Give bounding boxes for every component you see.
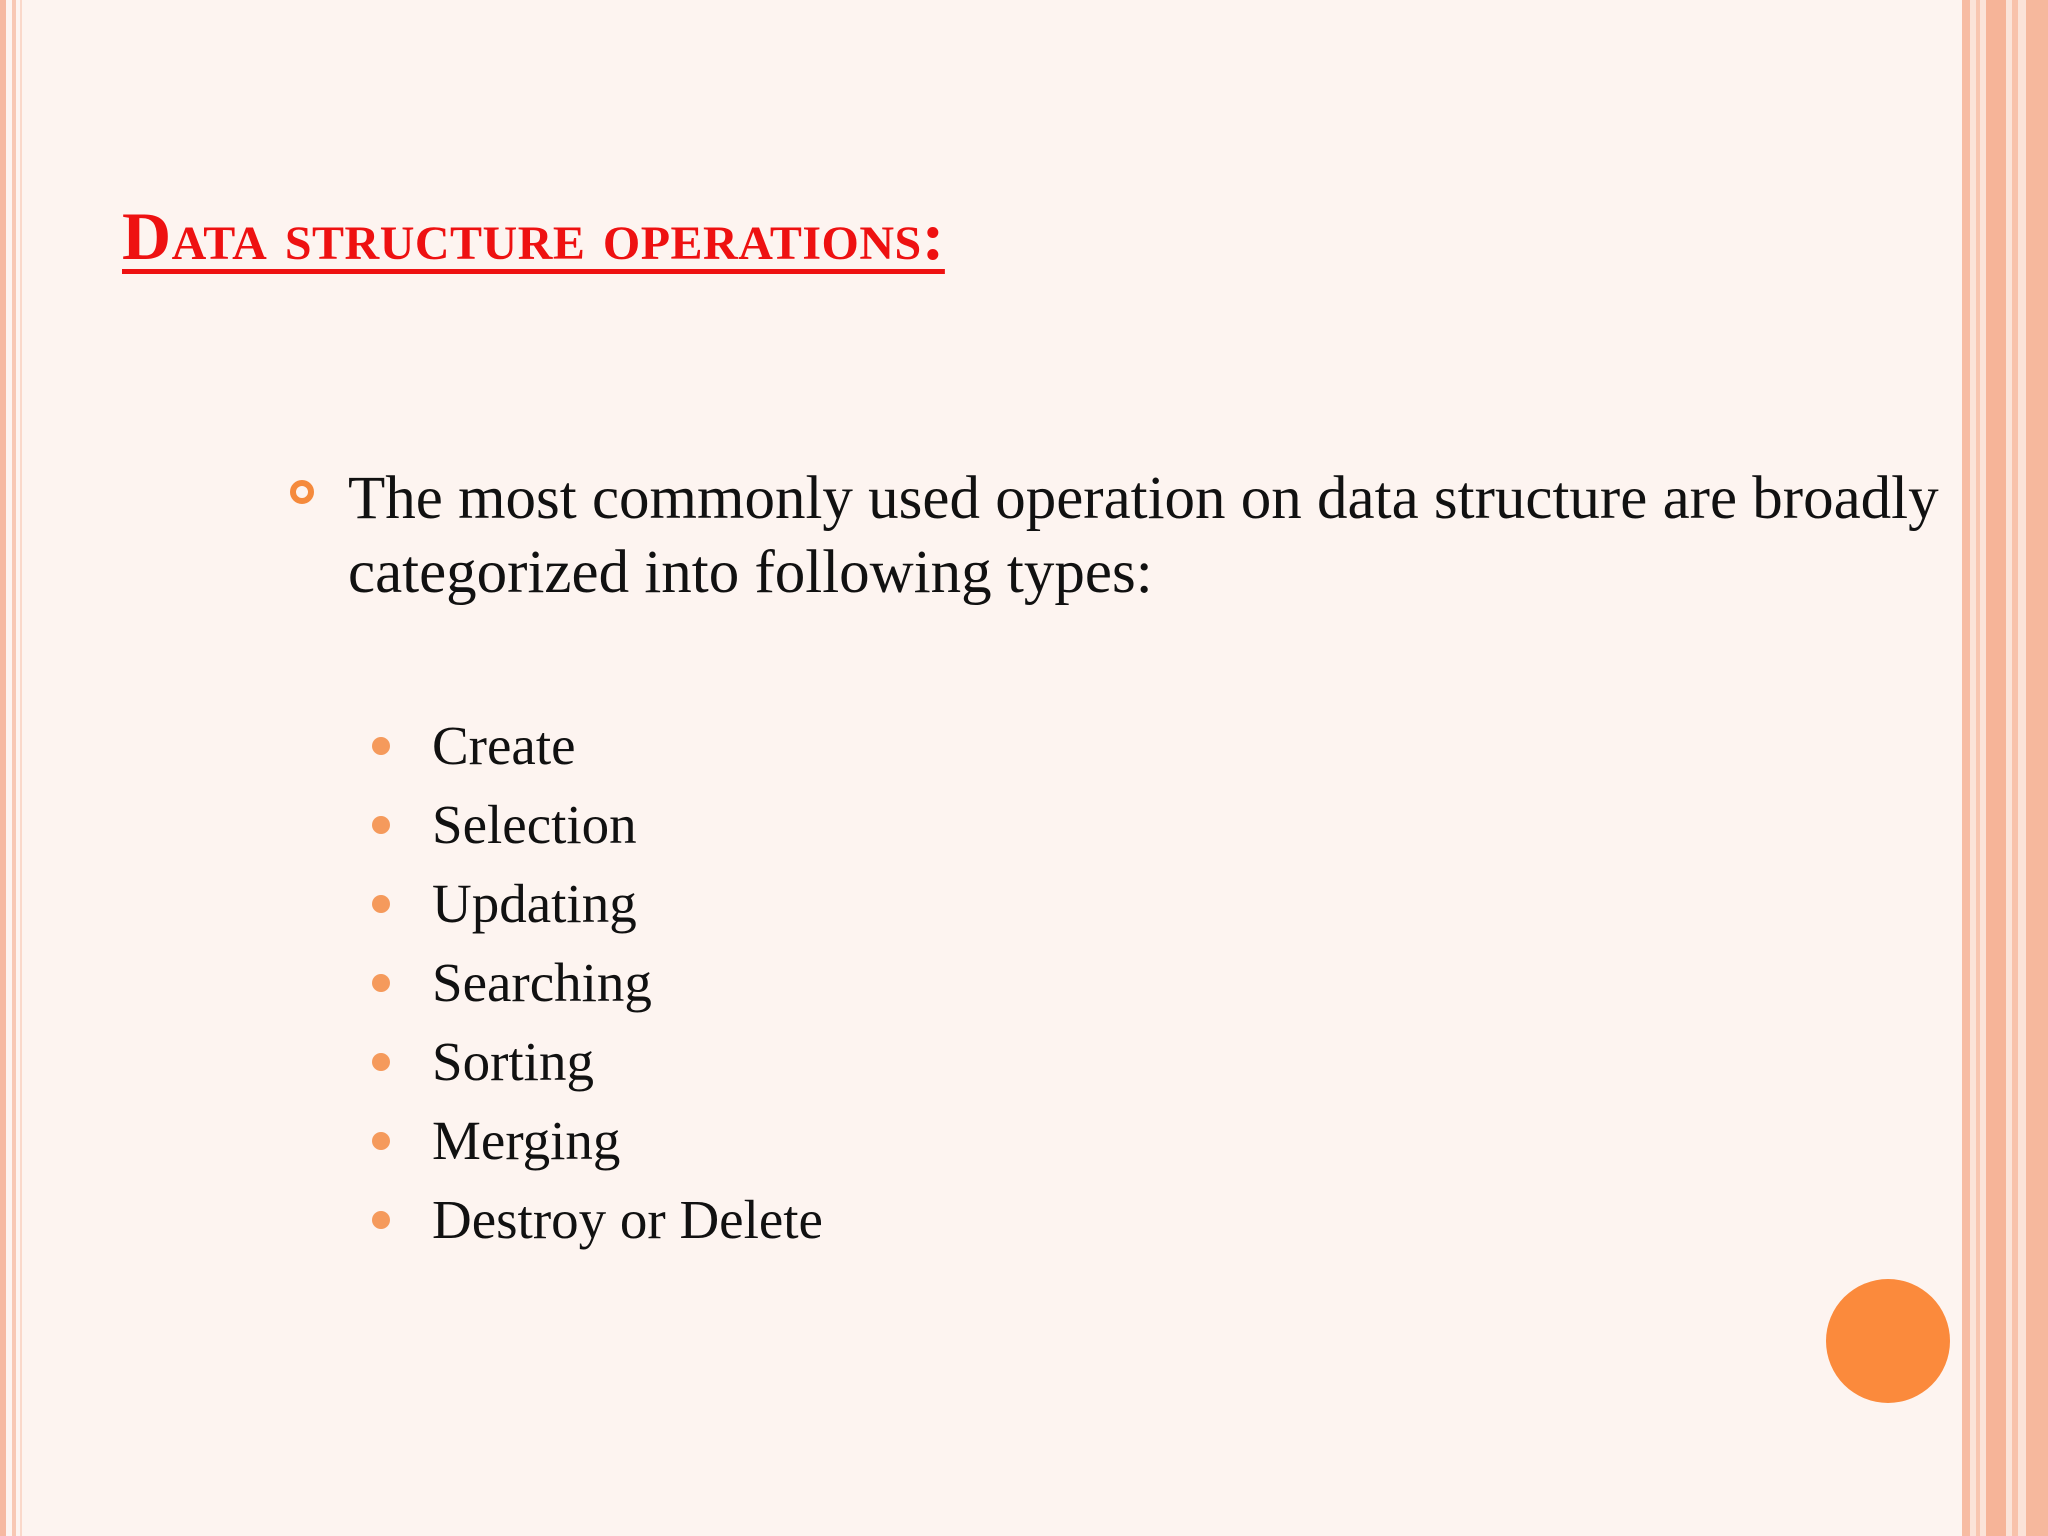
right-border-stripe [2012, 0, 2018, 1536]
bullet-dot-icon [372, 816, 390, 834]
bullet-dot-icon [372, 737, 390, 755]
intro-paragraph: The most commonly used operation on data structure are broadly categorized into following types: [348, 465, 1939, 606]
decorative-circle [1826, 1279, 1950, 1403]
left-border-stripe [20, 0, 22, 1536]
operation-label: Merging [432, 1110, 621, 1171]
bullet-dot-icon [372, 895, 390, 913]
list-item [372, 1180, 823, 1259]
operation-label: Sorting [432, 1031, 594, 1092]
list-item [372, 706, 823, 785]
list-item [372, 1022, 823, 1101]
bullet-dot-icon [372, 974, 390, 992]
operations-list [372, 706, 823, 1259]
left-border-stripe [0, 0, 6, 1536]
left-border-stripe [12, 0, 16, 1536]
operation-label: Searching [432, 952, 652, 1013]
operation-label: Updating [432, 873, 637, 934]
list-item [372, 1101, 823, 1180]
right-border-stripe [1986, 0, 2006, 1536]
right-border-stripe [1962, 0, 1970, 1536]
bullet-dot-icon [372, 1053, 390, 1071]
right-border-stripe [1976, 0, 1980, 1536]
bullet-dot-icon [372, 1211, 390, 1229]
ring-bullet-icon [290, 480, 314, 504]
right-border-stripe [2026, 0, 2048, 1536]
list-item [372, 785, 823, 864]
operation-label: Selection [432, 794, 637, 855]
operation-label: Destroy or Delete [432, 1189, 823, 1250]
list-item [372, 864, 823, 943]
bullet-dot-icon [372, 1132, 390, 1150]
operation-label: Create [432, 715, 576, 776]
list-item [372, 943, 823, 1022]
slide-title: Data structure operations: [122, 198, 945, 274]
